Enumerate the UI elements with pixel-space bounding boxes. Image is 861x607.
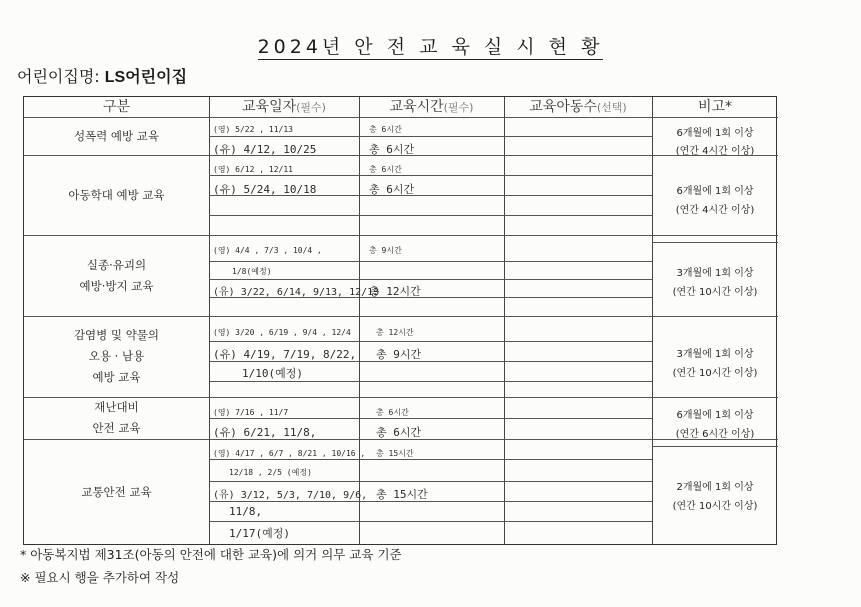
sub-row-rule — [209, 175, 652, 176]
sub-row-rule — [209, 215, 652, 216]
hours-entry: 총 15시간 — [376, 488, 428, 501]
sub-row-rule — [209, 136, 652, 137]
hours-entry: 총 6시간 — [369, 183, 415, 196]
sub-row-rule — [209, 501, 652, 502]
date-entry: (유) 4/12, 10/25 — [213, 143, 317, 156]
remark-annual: (연간 10시간 이상) — [672, 368, 758, 379]
sub-row-rule — [209, 521, 652, 522]
sub-row-rule — [652, 446, 778, 447]
category-cell: 아동학대 예방 교육 — [68, 187, 165, 202]
remark-annual: (연간 4시간 이상) — [675, 146, 755, 157]
date-entry: (영) 6/12 , 12/11 — [213, 165, 293, 174]
hours-entry: 총 12시간 — [369, 285, 421, 298]
sub-row-rule — [209, 381, 652, 382]
date-entry: (영) 4/17 , 6/7 , 8/21 , 10/16 , — [213, 449, 366, 458]
sub-row-rule — [209, 481, 652, 482]
remark-frequency: 6개월에 1회 이상 — [676, 410, 754, 421]
sub-row-rule — [209, 261, 652, 262]
grid-divider — [504, 97, 505, 544]
hours-entry: 총 6시간 — [376, 426, 422, 439]
sub-row-rule — [209, 341, 652, 342]
category-cell: 재난대비 안전 교육 — [92, 400, 141, 435]
category-cell: 교통안전 교육 — [81, 485, 152, 499]
center-name-line — [17, 64, 187, 87]
header-dates: 교육일자(필수) — [242, 99, 326, 115]
grid-divider — [359, 97, 360, 544]
date-entry: (유) 3/22, 6/14, 9/13, 12/13 — [213, 287, 380, 298]
hours-entry: 총 9시간 — [376, 348, 422, 361]
date-entry: (영) 3/20 , 6/19 , 9/4 , 12/4 — [213, 328, 351, 337]
header-category: 구분 — [102, 99, 131, 115]
remark-annual: (연간 4시간 이상) — [675, 205, 755, 216]
hours-entry: 총 9시간 — [369, 246, 402, 255]
date-entry: (유) 5/24, 10/18 — [213, 183, 317, 196]
grid-divider — [652, 97, 653, 544]
remark-annual: (연간 10시간 이상) — [672, 501, 758, 512]
category-cell: 감염병 및 약물의 오용 · 남용 예방 교육 — [73, 328, 160, 384]
date-entry: (유) 3/12, 5/3, 7/10, 9/6, — [213, 490, 368, 501]
sub-row-rule — [209, 279, 652, 280]
remark-frequency: 6개월에 1회 이상 — [676, 128, 754, 139]
hours-entry: 총 15시간 — [376, 449, 414, 458]
grid-divider — [209, 97, 210, 544]
remark-frequency: 2개월에 1회 이상 — [676, 482, 754, 493]
date-entry: 12/18 , 2/5 (예정) — [229, 468, 312, 477]
center-name-label: 어린이집명: — [17, 67, 100, 86]
remark-frequency: 6개월에 1회 이상 — [676, 186, 754, 197]
hours-entry: 총 6시간 — [369, 143, 415, 156]
center-name-value: LS어린이집 — [104, 69, 188, 86]
document-title: 2024년 안 전 교 육 실 시 현 황 — [257, 36, 604, 58]
date-entry: (영) 4/4 , 7/3 , 10/4 , — [213, 246, 322, 255]
header-hours: 교육시간(필수) — [389, 99, 474, 115]
header-remarks: 비고* — [697, 99, 733, 115]
category-cell: 실종·유괴의 예방·방지 교육 — [79, 257, 154, 293]
hours-entry: 총 12시간 — [376, 328, 414, 337]
footnote-legal-basis: * 아동복지법 제31조(아동의 안전에 대한 교육)에 의거 의무 교육 기준 — [20, 547, 402, 562]
remark-frequency: 3개월에 1회 이상 — [676, 349, 754, 360]
date-entry: (영) 5/22 , 11/13 — [213, 125, 293, 134]
remark-annual: (연간 10시간 이상) — [672, 287, 758, 298]
remark-frequency: 3개월에 1회 이상 — [676, 268, 754, 279]
footnote-add-rows: ※ 필요시 행을 추가하여 작성 — [20, 570, 180, 585]
category-cell: 성폭력 예방 교육 — [73, 128, 160, 143]
hours-entry: 총 6시간 — [376, 408, 409, 417]
remark-annual: (연간 6시간 이상) — [675, 429, 755, 440]
date-entry: (유) 4/19, 7/19, 8/22, — [213, 348, 357, 361]
hours-entry: 총 6시간 — [369, 165, 402, 174]
sub-row-rule — [209, 418, 652, 419]
date-entry: (유) 6/21, 11/8, — [213, 426, 317, 439]
header-children: 교육아동수(선택) — [529, 99, 627, 115]
date-entry: 11/8, — [229, 505, 263, 518]
hours-entry: 총 6시간 — [369, 125, 402, 134]
date-entry: 1/10(예정) — [242, 367, 303, 380]
date-entry: 1/17(예정) — [229, 527, 290, 540]
safety-education-table — [23, 96, 777, 545]
sub-row-rule — [209, 459, 652, 460]
date-entry: (영) 7/16 , 11/7 — [213, 408, 289, 417]
sub-row-rule — [652, 242, 778, 243]
date-entry: 1/8(예정) — [232, 267, 272, 276]
